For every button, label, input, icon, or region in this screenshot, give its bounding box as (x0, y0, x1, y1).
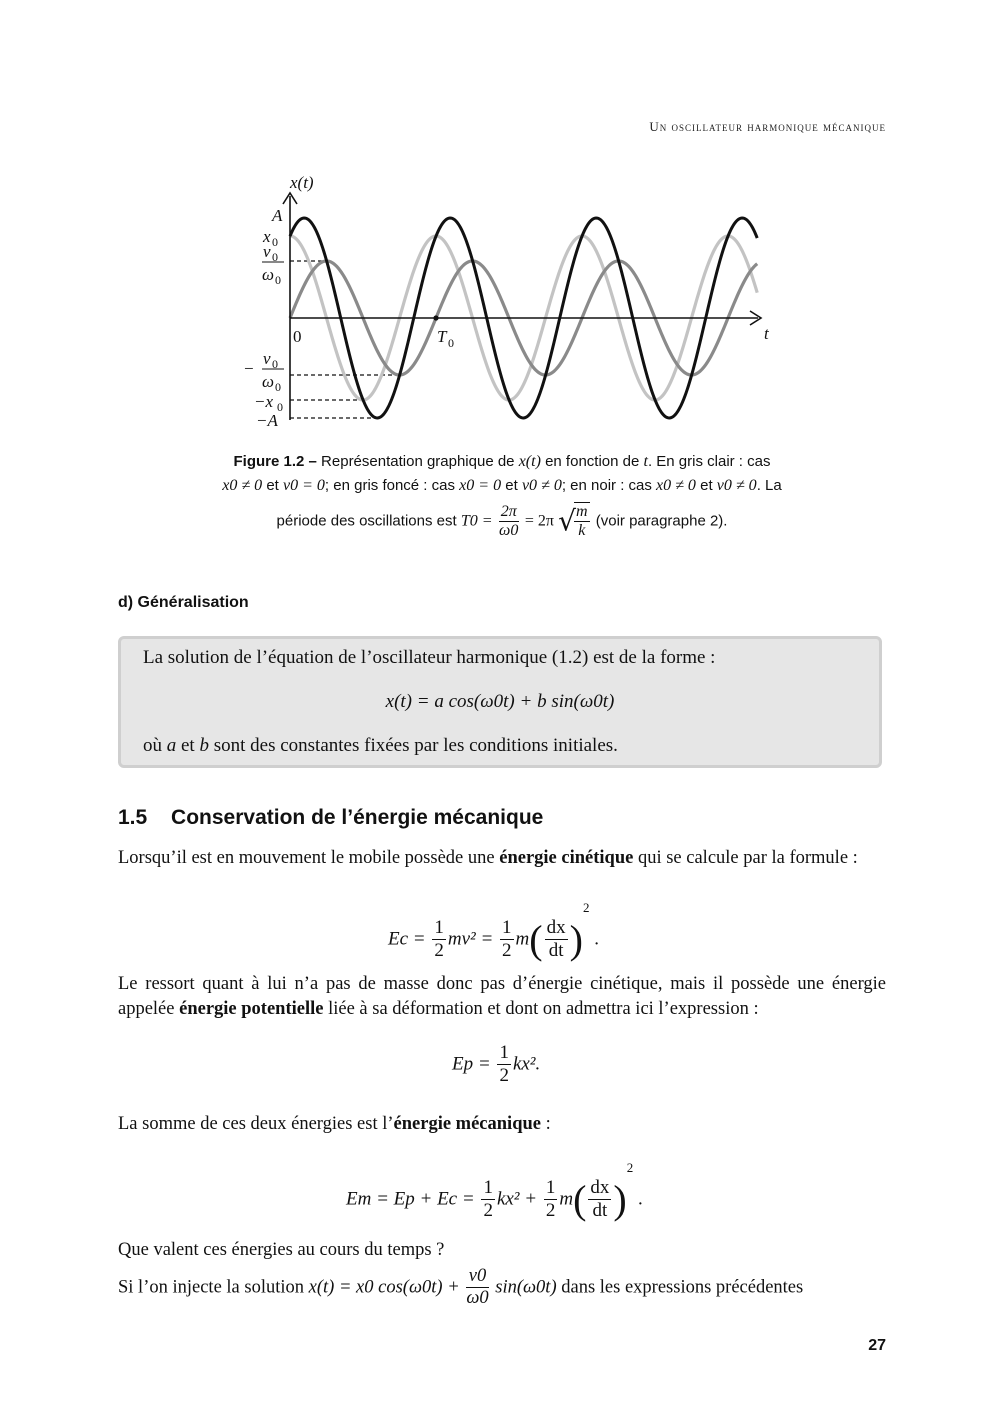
oscillation-chart (230, 168, 790, 438)
label-x0: x (263, 227, 271, 246)
para-bold: énergie mécanique (393, 1114, 541, 1134)
label-nv0-sub: 0 (272, 357, 278, 371)
para-math: x(t) = x0 cos(ω0t) + (308, 1277, 460, 1298)
eq-text: m (515, 928, 530, 950)
origin-label: 0 (293, 327, 302, 346)
paragraph-2 (118, 972, 886, 1022)
equation-em (346, 1160, 643, 1223)
fraction-2pi-w0 (499, 503, 519, 541)
fraction-denominator: ω0 (466, 1288, 489, 1309)
figure-1-2 (230, 168, 790, 438)
eq-text: . (594, 928, 599, 950)
caption-text: ; en noir : cas (561, 477, 652, 494)
caption-math: T0 = (460, 512, 493, 530)
para-text: qui se calcule par la formule : (637, 848, 858, 868)
caption-text: et (505, 477, 518, 494)
para-text: dans les expressions précédentes (561, 1277, 804, 1298)
equation-ec (388, 900, 599, 963)
fraction-numerator: 1 (545, 1177, 556, 1199)
box-line-3 (143, 735, 618, 757)
fraction-denominator: dt (592, 1200, 608, 1222)
paragraph-5 (118, 1266, 886, 1310)
label-minus-A: −A (256, 411, 278, 430)
caption-dash: – (308, 453, 317, 470)
paren-close: ) (613, 1177, 627, 1223)
caption-math: t (643, 453, 648, 470)
fraction-denominator: ω0 (499, 521, 519, 539)
box-text: où (143, 735, 162, 756)
caption-text: ; en gris foncé : cas (324, 477, 455, 494)
para-bold: énergie potentielle (179, 999, 324, 1019)
box-text: et (181, 735, 195, 756)
t-axis-label: t (764, 324, 769, 343)
fraction-m-k (574, 502, 590, 541)
caption-math: x0 ≠ 0 (222, 477, 263, 494)
label-w0: ω (262, 265, 275, 284)
result-box (118, 636, 882, 768)
y-axis-label: x(t) (290, 173, 314, 192)
box-formula: x(t) = a cos(ω0t) + b sin(ω0t) (385, 691, 615, 712)
caption-math: v0 ≠ 0 (521, 477, 562, 494)
sqrt-m-over-k (558, 502, 591, 541)
eq-text: Em = Ep + Ec = (346, 1188, 475, 1210)
paragraph-1 (118, 846, 886, 871)
caption-line-1 (170, 450, 834, 474)
label-nw0: ω (262, 372, 275, 391)
para-bold: énergie cinétique (499, 848, 634, 868)
fraction-numerator: m (574, 503, 590, 522)
label-minus-v0w0: − (244, 359, 254, 378)
eq-text: Ep = (452, 1053, 491, 1075)
fraction-half (481, 1177, 495, 1222)
box-var-b: b (199, 735, 209, 756)
fraction-numerator: dx (590, 1177, 610, 1199)
period-label: T (437, 327, 447, 346)
fraction-denominator: 2 (499, 1064, 509, 1086)
caption-text: et (266, 477, 279, 494)
fraction-numerator: v0 (466, 1266, 488, 1288)
para-text: : (545, 1114, 551, 1134)
fraction-half (544, 1177, 558, 1222)
label-w0-sub: 0 (275, 273, 281, 287)
fraction-numerator: 1 (502, 917, 512, 939)
label-A: A (272, 206, 283, 225)
fraction-v0-w0 (466, 1266, 488, 1310)
section-title-text: Conservation de l’énergie mécanique (171, 806, 544, 829)
fraction-numerator: 1 (434, 917, 444, 939)
label-minus-x0: −x (254, 392, 274, 411)
period-point (433, 315, 438, 320)
section-title (118, 806, 543, 830)
paren-open: ( (573, 1177, 587, 1223)
eq-text: kx² + (496, 1188, 538, 1210)
fraction-numerator: dx (546, 917, 566, 939)
eq-text: mv² = (447, 928, 494, 950)
eq-text: . (637, 1188, 643, 1210)
exponent: 2 (582, 900, 590, 915)
fraction-denominator: 2 (483, 1200, 493, 1222)
caption-line-2 (170, 474, 834, 498)
paragraph-4: Que valent ces énergies au cours du temps ? (118, 1240, 445, 1260)
exponent: 2 (626, 1160, 634, 1175)
caption-math: = 2π (524, 512, 554, 530)
fraction-numerator: 2π (499, 503, 519, 522)
fraction-half (432, 917, 446, 962)
para-text: Si l’on injecte la solution (118, 1277, 305, 1298)
paragraph-3 (118, 1112, 886, 1137)
box-var-a: a (166, 735, 177, 756)
label-nv0: v (263, 349, 271, 368)
equation-ep (452, 1042, 540, 1087)
paren-close: ) (569, 917, 583, 963)
caption-math: v0 = 0 (283, 477, 325, 494)
section-number: 1.5 (118, 806, 148, 829)
period-sub: 0 (448, 336, 454, 350)
caption-math: v0 ≠ 0 (716, 477, 757, 494)
label-v0-sub: 0 (272, 250, 278, 264)
para-text: Lorsqu’il est en mouvement le mobile possède une (118, 848, 495, 868)
caption-math: x0 ≠ 0 (656, 477, 696, 494)
box-line-1: La solution de l’équation de l’oscillateur harmonique (1.2) est de la forme : (143, 647, 716, 668)
caption-line-3 (170, 502, 834, 541)
caption-label: Figure 1.2 (233, 453, 305, 470)
caption-text: période des oscillations est (276, 512, 457, 530)
caption-text: en fonction de (545, 453, 640, 470)
fraction-denominator: 2 (502, 940, 512, 962)
para-text: La somme de ces deux énergies est l’ (118, 1114, 394, 1134)
fraction-denominator: 2 (545, 1200, 556, 1222)
caption-math: x(t) (518, 453, 541, 470)
para-math: sin(ω0t) (495, 1277, 557, 1298)
fraction-dx-dt (588, 1177, 611, 1222)
caption-text: . En gris clair : cas (647, 453, 771, 470)
fraction-numerator: 1 (483, 1177, 493, 1199)
page-number: 27 (868, 1337, 886, 1354)
fraction-numerator: 1 (499, 1042, 509, 1063)
fraction-denominator: k (578, 522, 586, 540)
paren-open: ( (529, 917, 543, 963)
label-x0-sub: 0 (272, 235, 278, 249)
caption-text: Représentation graphique de (321, 453, 515, 470)
label-nw0-sub: 0 (275, 380, 281, 394)
fraction-denominator: 2 (434, 940, 444, 962)
fraction-dx-dt (545, 917, 568, 962)
figure-caption (170, 450, 834, 541)
caption-text: (voir paragraphe 2). (595, 512, 728, 530)
eq-text: Ec = (388, 928, 426, 950)
caption-text: . La (756, 477, 782, 494)
caption-math: x0 = 0 (459, 477, 502, 494)
fraction-half (497, 1042, 511, 1087)
sqrt-icon: √ (558, 504, 576, 538)
subsection-title: d) Généralisation (118, 594, 249, 611)
label-v0: v (263, 242, 271, 261)
para-text: liée à sa déformation et dont on admettra ici l’expression : (328, 999, 759, 1019)
caption-text: et (700, 477, 713, 494)
fraction-denominator: dt (548, 940, 564, 962)
box-text: sont des constantes fixées par les conditions initiales. (213, 735, 618, 756)
eq-text: kx². (512, 1053, 541, 1075)
label-minus-x0-sub: 0 (277, 400, 283, 414)
eq-text: m (559, 1188, 574, 1210)
para-text: Le ressort quant à lui n’a pas de masse donc pas d’énergie cinétique, mais il possède une énergie appelée (118, 974, 886, 1019)
running-header: Un oscillateur harmonique mécanique (649, 119, 886, 134)
fraction-half (500, 917, 514, 962)
